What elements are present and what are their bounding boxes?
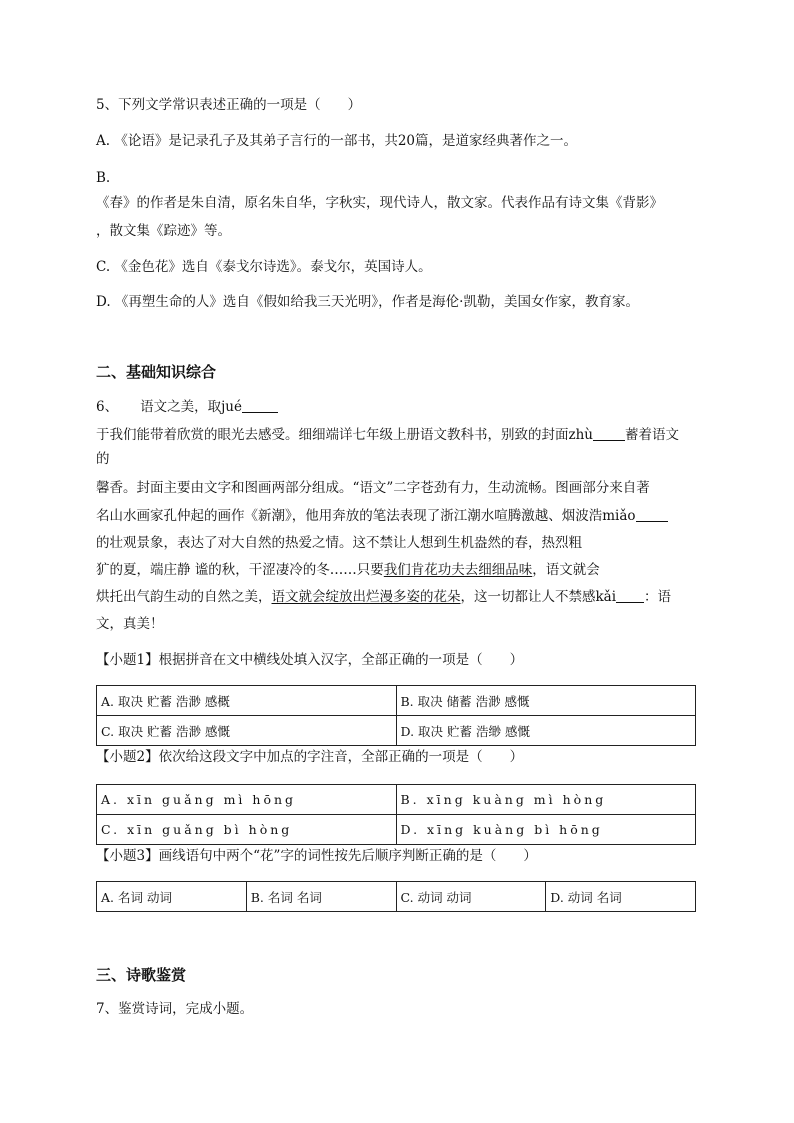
option-c[interactable]: C. xīn guǎng bì hòng — [97, 815, 397, 845]
subquestion-3-options — [96, 881, 696, 912]
q5-option-b-line1: 《春》的作者是朱自清，原名朱自华，字秋实，现代诗人，散文家。代表作品有诗文集《背影》 — [96, 195, 663, 211]
table-row — [97, 686, 696, 716]
q6-text: ，这一切都让人不禁感kǎi — [460, 589, 617, 605]
table-row — [97, 882, 696, 912]
answer-blank — [242, 398, 278, 413]
option-a[interactable]: A. 名词 动词 — [97, 882, 247, 912]
q6-line-8 — [96, 588, 671, 606]
q6-line-3: 的 — [96, 451, 110, 467]
q5-option-a: A. 《论语》是记录孔子及其弟子言行的一部书，共20篇，是道家经典著作之一。 — [96, 133, 578, 149]
q6-line-6: 的壮观景象，表达了对大自然的热爱之情。这不禁让人想到生机盎然的春，热烈粗 — [96, 535, 582, 551]
q6-line-7 — [96, 561, 600, 579]
option-b[interactable]: B. 取决 储蓄 浩渺 感慨 — [396, 686, 696, 716]
answer-blank — [636, 507, 668, 522]
option-a[interactable]: A. xīn guǎng mì hōng — [97, 785, 397, 815]
q5-stem: 5、下列文学常识表述正确的一项是（ ） — [96, 97, 362, 113]
q5-option-c: C. 《金色花》选自《泰戈尔诗选》。泰戈尔，英国诗人。 — [96, 259, 432, 275]
option-c[interactable]: C. 取决 贮蓄 浩渺 感慨 — [97, 716, 397, 746]
q7-stem: 7、鉴赏诗词，完成小题。 — [96, 1001, 254, 1017]
option-d[interactable]: D. 动词 名词 — [546, 882, 696, 912]
q6-line-5 — [96, 507, 668, 525]
option-d[interactable]: D. 取决 贮蓄 浩缈 感慨 — [396, 716, 696, 746]
subquestion-2-options — [96, 784, 696, 845]
subquestion-1-stem: 【小题1】根据拼音在文中横线处填入汉字，全部正确的一项是（ ） — [96, 652, 524, 668]
q6-line-4: 馨香。封面主要由文字和图画两部分组成。“语文”二字苍劲有力，生动流畅。图画部分来自著 — [96, 480, 650, 496]
q6-text: 犷的夏，端庄静 谧的秋，干涩凄冷的冬……只要 — [96, 562, 384, 578]
underlined-phrase: 我们肯花功夫去细细品味 — [383, 562, 533, 578]
q6-line-2 — [96, 426, 679, 444]
q5-option-b-label: B. — [96, 170, 111, 186]
subquestion-1-options — [96, 685, 696, 746]
q6-text: ，语文就会 — [532, 562, 600, 578]
subquestion-3-stem: 【小题3】画线语句中两个“花”字的词性按先后顺序判断正确的是（ ） — [96, 848, 537, 864]
option-b[interactable]: B. 名词 名词 — [246, 882, 396, 912]
table-row — [97, 785, 696, 815]
answer-blank — [616, 588, 644, 603]
q5-option-d: D. 《再塑生命的人》选自《假如给我三天光明》，作者是海伦·凯勒，美国女作家，教育家。 — [96, 294, 639, 310]
option-c[interactable]: C. 动词 动词 — [396, 882, 546, 912]
option-a[interactable]: A. 取决 贮蓄 浩渺 感概 — [97, 686, 397, 716]
q6-text: 于我们能带着欣赏的眼光去感受。细细端详七年级上册语文教科书，别致的封面zhù — [96, 427, 594, 443]
option-b[interactable]: B. xīng kuàng mì hòng — [396, 785, 696, 815]
q6-text: ：语 — [644, 589, 672, 605]
answer-blank — [593, 426, 625, 441]
option-d[interactable]: D. xīng kuàng bì hōng — [396, 815, 696, 845]
q6-text: 烘托出气韵生动的自然之美， — [96, 589, 272, 605]
subquestion-2-stem: 【小题2】依次给这段文字中加点的字注音，全部正确的一项是（ ） — [96, 749, 524, 765]
q6-text: 语文之美，取jué — [140, 399, 242, 415]
q6-number: 6、 — [96, 399, 119, 415]
q6-line-1 — [96, 398, 278, 416]
q6-text: 名山水画家孔仲起的画作《新潮》，他用奔放的笔法表现了浙江潮水喧腾激越、烟波浩miǎo — [96, 508, 636, 524]
underlined-phrase: 语文就会绽放出烂漫多姿的花朵 — [271, 589, 461, 605]
table-row — [97, 716, 696, 746]
q5-option-b-line2: ，散文集《踪迹》等。 — [96, 223, 231, 239]
section-3-title: 三、诗歌鉴赏 — [96, 966, 187, 984]
section-2-title: 二、基础知识综合 — [96, 363, 217, 381]
q6-text: 蓄着语文 — [625, 427, 680, 443]
q6-line-9: 文，真美！ — [96, 616, 164, 632]
table-row — [97, 815, 696, 845]
